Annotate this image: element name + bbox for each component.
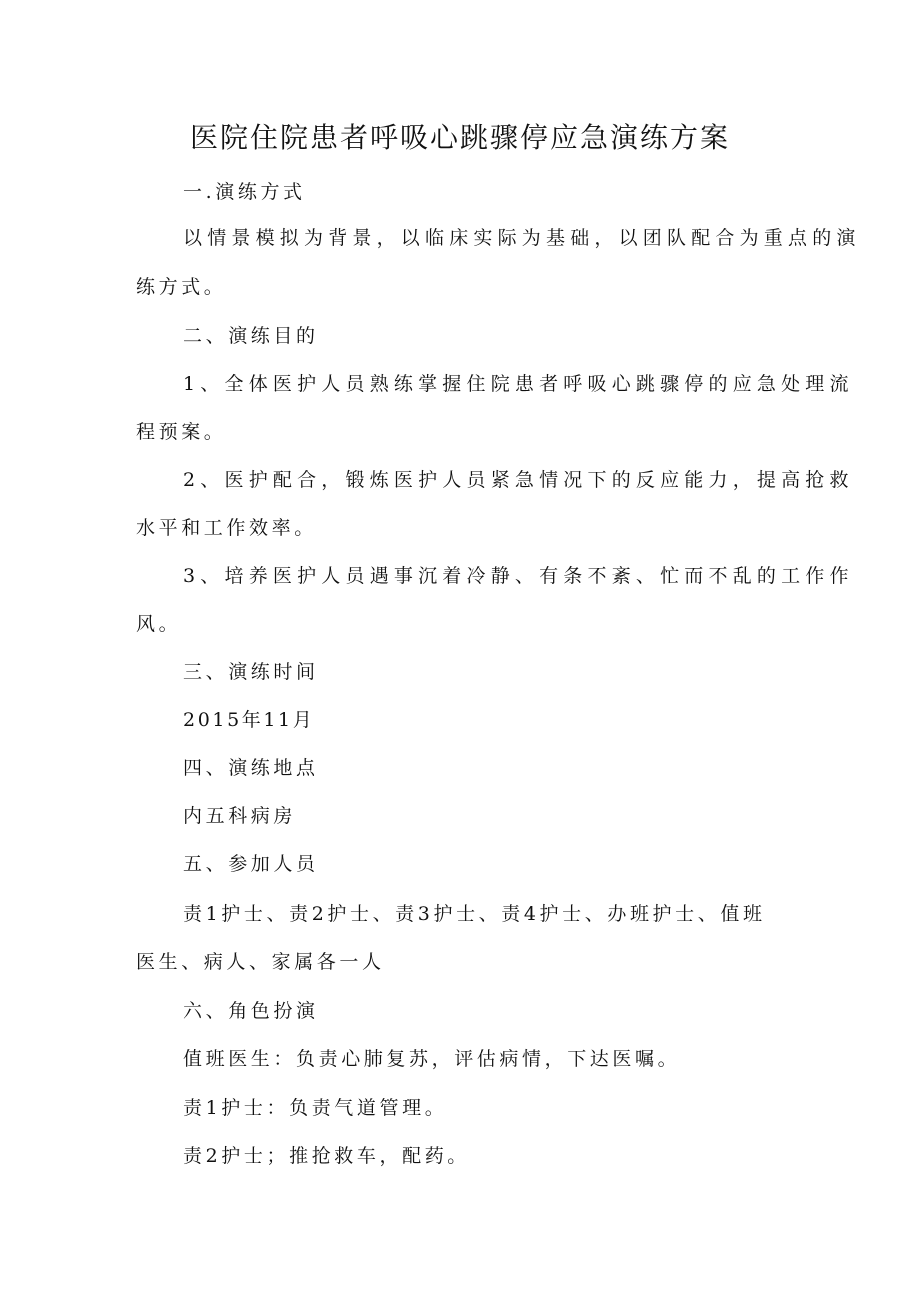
paragraph-line: 责1护士、责2护士、责3护士、责4护士、办班护士、值班	[183, 903, 766, 925]
paragraph-line: 值班医生：负责心肺复苏，评估病情，下达医嘱。	[183, 1048, 681, 1070]
paragraph-line: 2015年11月	[183, 709, 315, 731]
paragraph-line: 医生、病人、家属各一人	[136, 951, 385, 973]
section-heading-3: 三、演练时间	[183, 661, 319, 683]
section-heading-5: 五、参加人员	[183, 853, 319, 875]
section-heading-1: 一.演练方式	[183, 181, 306, 203]
paragraph-line: 练方式。	[136, 276, 227, 298]
paragraph-line: 内五科病房	[183, 805, 297, 827]
paragraph-line: 责1护士：负责气道管理。	[183, 1097, 448, 1119]
paragraph-line: 程预案。	[136, 421, 227, 443]
paragraph-line: 责2护士；推抢救车，配药。	[183, 1145, 470, 1167]
section-heading-2: 二、演练目的	[183, 325, 319, 347]
section-heading-4: 四、演练地点	[183, 757, 319, 779]
paragraph-line: 1、全体医护人员熟练掌握住院患者呼吸心跳骤停的应急处理流	[183, 373, 854, 395]
document-title: 医院住院患者呼吸心跳骤停应急演练方案	[189, 121, 730, 154]
paragraph-line: 3、培养医护人员遇事沉着冷静、有条不紊、忙而不乱的工作作	[183, 565, 854, 587]
paragraph-line: 以情景模拟为背景，以临床实际为基础，以团队配合为重点的演	[183, 227, 861, 249]
paragraph-line: 风。	[136, 613, 182, 635]
paragraph-line: 水平和工作效率。	[136, 517, 317, 539]
section-heading-6: 六、角色扮演	[183, 1000, 319, 1022]
paragraph-line: 2、医护配合，锻炼医护人员紧急情况下的反应能力，提高抢救	[183, 469, 854, 491]
